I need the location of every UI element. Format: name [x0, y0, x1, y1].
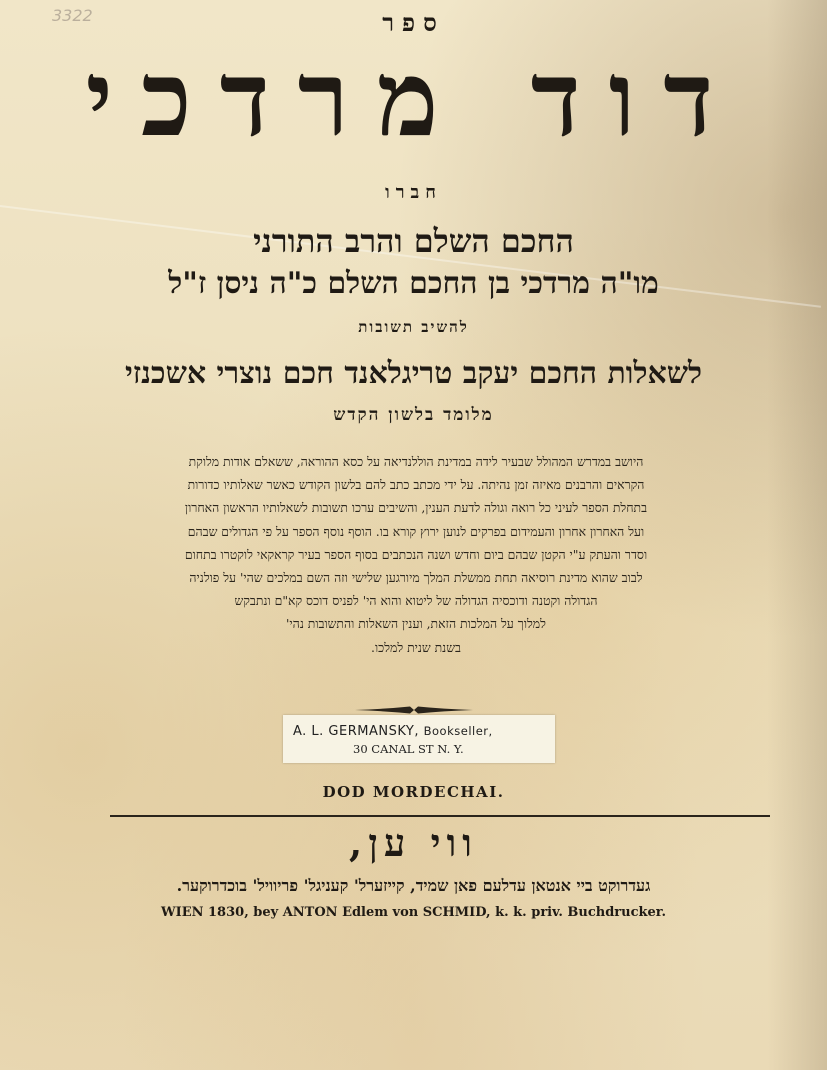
book-title: דוד מרדכי: [85, 37, 742, 160]
description-line: הגדולה וקטנה ודוכסיה הגדולה של ליטוא והוא הי' לפניס דוכס קא"ם ונתבקש: [234, 593, 598, 609]
bookseller-name: [293, 724, 493, 739]
questions-line: לשאלות החכם יעקב טריגלאנד חכם נוצרי אשכנזי: [124, 356, 703, 391]
bookseller-name-main: A. L. GERMANSKY,: [293, 724, 419, 739]
description-line: וסדר והעתק ע"י הקטן שבהם ביום וחדש ושנה הנכתבים בסוף הספר בעיר קראקאי לוקטרו בתחום: [184, 546, 648, 562]
description-line: למלוך על המלכות הזאת, וענין השאלות והתשובות נהי': [286, 616, 546, 632]
melumad-label: מלומד בלשון הקדש: [333, 405, 494, 425]
description-paragraph: [106, 450, 726, 659]
ornament-divider-icon: [355, 706, 473, 714]
printer-german: WIEN 1830, bey ANTON Edlem von SCHMID, k. k. priv. Buchdrucker.: [161, 905, 666, 920]
author-line-2: מו"ה מרדכי בן החכם השלם כ"ה ניסן ז"ל: [168, 266, 659, 301]
description-line: בתחלת הספר לעיני כל רואה וגולה לדעת הענין, והשיבים ערכו תשובות לשאלותיו הראשון האחרון: [184, 500, 648, 516]
printer-hebrew: געדרוקט ביי אנטאן עדלעם פאן שמיד, קייזערל' קעניגל' פריוויל' בוכדרוקער.: [176, 876, 651, 895]
bookseller-stamp: [283, 715, 555, 763]
description-line: לבוב שהוא מדינת רוסיאה תחת ממשלת המלך מיורגען שלישי וזה השם במלכים שהי' על פולניה: [189, 570, 643, 586]
description-line: היושב במדרש המהולל שבעיר לידה במדינת הוללנדיאה על כסא ההוראה, ששאלם אודות מלוקת: [188, 454, 644, 469]
city-hebrew: ווי ען,: [348, 820, 479, 865]
sefer-label: ספר: [382, 8, 445, 37]
lehashiv-label: להשיב תשובות: [358, 318, 469, 336]
description-line: בשנת שנית למלכו.: [371, 639, 461, 655]
english-title: DOD MORDECHAI.: [322, 783, 505, 801]
bookseller-suffix: Bookseller,: [423, 724, 493, 738]
description-line: הקראים והרבנים מאיזה זמן נהיתה. על ידי מכתב כתב להם בלשון הקודש כאשר שאלותיו כדורות: [187, 477, 645, 493]
chibro-label: חברו: [385, 182, 442, 203]
description-line: ועל האחרון אחרון והעמידום בפרקים לנוען ירוץ קורא בו. הוסף נוסף הספר על פי הגדולים שבהם: [187, 523, 645, 539]
horizontal-rule: [110, 815, 770, 817]
bookseller-address: 30 CANAL ST N. Y.: [353, 742, 464, 756]
author-line-1: החכם השלם והרב התורני: [253, 222, 574, 260]
pencil-note: 3322: [52, 6, 93, 25]
